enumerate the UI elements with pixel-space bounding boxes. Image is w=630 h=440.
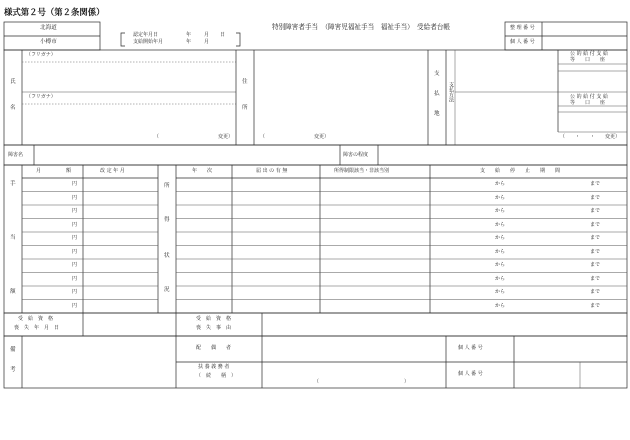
income-report-field[interactable]: [233, 274, 319, 286]
pay-start-label: 支給開始年月: [133, 39, 164, 45]
yen-unit: 円: [72, 181, 78, 188]
suspension-to: まで: [590, 208, 601, 215]
income-side-4: 況: [164, 287, 170, 293]
income-year-field[interactable]: [177, 260, 231, 272]
suspension-from: から: [495, 181, 506, 188]
city-label: 小樽市: [40, 39, 57, 45]
public-account-2a: 公 的 給 付 支 給: [570, 94, 608, 100]
suspension-to: まで: [590, 275, 601, 282]
payment-label-1: 支: [434, 71, 440, 77]
income-limit-field[interactable]: [321, 301, 429, 313]
disability-name-field[interactable]: [35, 146, 339, 164]
suspension-from: から: [495, 194, 506, 201]
name-label-1: 氏: [10, 79, 16, 85]
address-change-label: 変更）: [314, 134, 330, 140]
qualify-label-2: 喪 失 年 月 日: [14, 325, 60, 331]
allowance-month-field[interactable]: [23, 247, 67, 259]
revision-date-field[interactable]: [84, 247, 157, 259]
allowance-month-field[interactable]: [23, 179, 67, 191]
table-row: [0, 273, 630, 287]
supporter-field[interactable]: [263, 363, 445, 387]
ref-number-label: 整 理 番 号: [510, 25, 535, 31]
remarks-field[interactable]: [23, 337, 175, 387]
income-year-field[interactable]: [177, 193, 231, 205]
table-row: [0, 286, 630, 300]
yen-unit: 円: [72, 248, 78, 255]
supporter-personal-number-label: 個 人 番 号: [458, 371, 483, 377]
allowance-month-field[interactable]: [23, 193, 67, 205]
allowance-month-field[interactable]: [23, 260, 67, 272]
income-col-report: 届 出 の 有 無: [256, 168, 288, 174]
suspension-from: から: [495, 221, 506, 228]
income-col-limit: 所得制限該当・非該当別: [334, 168, 390, 174]
name-change-label: 変更）: [218, 134, 234, 140]
revision-date-field[interactable]: [84, 206, 157, 218]
income-limit-field[interactable]: [321, 247, 429, 259]
main-title: 特別障害者手当 （障害児福祉手当 福祉手当） 受給者台帳: [272, 23, 451, 31]
suspension-from: から: [495, 208, 506, 215]
suspension-to: まで: [590, 194, 601, 201]
income-report-field[interactable]: [233, 301, 319, 313]
reason-field[interactable]: [263, 314, 626, 335]
income-year-field[interactable]: [177, 233, 231, 245]
pay-month: 月: [204, 39, 210, 45]
furigana-label-1: （フリガナ）: [26, 52, 56, 58]
income-limit-field[interactable]: [321, 274, 429, 286]
suspension-from: から: [495, 289, 506, 296]
payment-label-3: 地: [434, 111, 440, 117]
form-title: 様式第２号（第２条関係）: [4, 7, 105, 17]
spouse-field[interactable]: [263, 337, 445, 361]
table-row: [0, 192, 630, 206]
supporter-paren-open: （: [314, 379, 320, 385]
cert-day: 日: [220, 32, 226, 38]
name-change-open: （: [154, 134, 160, 140]
allowance-side-1: 手: [10, 181, 16, 187]
allowance-side-3: 額: [10, 289, 16, 295]
income-limit-field[interactable]: [321, 233, 429, 245]
suspension-to: まで: [590, 221, 601, 228]
income-side-1: 所: [164, 183, 170, 189]
ref-number-field[interactable]: [543, 23, 626, 35]
yen-unit: 円: [72, 302, 78, 309]
disability-name-label: 障害名: [8, 152, 24, 158]
spouse-personal-number-field[interactable]: [515, 337, 626, 361]
income-limit-field[interactable]: [321, 220, 429, 232]
cert-year: 年: [186, 32, 192, 38]
suspension-from: から: [495, 235, 506, 242]
yen-unit: 円: [72, 208, 78, 215]
address-change-open: （: [260, 134, 266, 140]
payment-field-1[interactable]: [456, 52, 556, 90]
prefecture-label: 北海道: [40, 25, 57, 31]
income-year-field[interactable]: [177, 274, 231, 286]
revision-date-field[interactable]: [84, 260, 157, 272]
income-year-field[interactable]: [177, 287, 231, 299]
suspension-to: まで: [590, 235, 601, 242]
income-limit-field[interactable]: [321, 206, 429, 218]
allowance-month-field[interactable]: [23, 206, 67, 218]
name-label-2: 名: [10, 105, 16, 111]
allowance-side-2: 当: [10, 235, 16, 241]
table-row: [0, 232, 630, 246]
allowance-col-revision: 改 定 年 月: [100, 168, 125, 174]
public-account-2b: 等 口 座: [570, 100, 606, 106]
revision-date-field[interactable]: [84, 193, 157, 205]
allowance-month-field[interactable]: [23, 301, 67, 313]
revision-date-field[interactable]: [84, 301, 157, 313]
revision-date-field[interactable]: [84, 179, 157, 191]
allowance-col-amount: 額: [66, 168, 72, 174]
payment-label-2: 払: [434, 91, 440, 97]
public-account-1a: 公 的 給 付 支 給: [570, 51, 608, 57]
disability-degree-label: 障害の程度: [343, 152, 369, 158]
income-report-field[interactable]: [233, 233, 319, 245]
suspension-from: から: [495, 262, 506, 269]
table-row: [0, 300, 630, 314]
income-report-field[interactable]: [233, 287, 319, 299]
suspension-to: まで: [590, 262, 601, 269]
supporter-label-1: 扶 養 義 務 者: [198, 364, 230, 370]
revision-date-field[interactable]: [84, 274, 157, 286]
income-year-field[interactable]: [177, 247, 231, 259]
income-year-field[interactable]: [177, 179, 231, 191]
supporter-paren-close: ）: [404, 379, 410, 385]
table-row: [0, 178, 630, 192]
income-limit-field[interactable]: [321, 179, 429, 191]
suspension-from: から: [495, 248, 506, 255]
allowance-col-month: 月: [36, 168, 42, 174]
table-row: [0, 259, 630, 273]
furigana-label-2: （フリガナ）: [26, 94, 56, 100]
supporter-label-2: （ 続 柄 ）: [196, 373, 237, 379]
income-limit-field[interactable]: [321, 193, 429, 205]
yen-unit: 円: [72, 235, 78, 242]
suspension-to: まで: [590, 289, 601, 296]
suspension-to: まで: [590, 248, 601, 255]
address-field[interactable]: [255, 52, 427, 130]
table-row: [0, 246, 630, 260]
supporter-personal-number-field[interactable]: [515, 363, 579, 387]
yen-unit: 円: [72, 262, 78, 269]
qualify-date-field[interactable]: [84, 314, 175, 335]
allowance-month-field[interactable]: [23, 233, 67, 245]
table-row: [0, 219, 630, 233]
income-year-field[interactable]: [177, 206, 231, 218]
income-report-field[interactable]: [233, 179, 319, 191]
reason-label-1: 受 給 資 格: [196, 316, 232, 322]
qualify-label-1: 受 給 資 格: [18, 316, 54, 322]
income-report-field[interactable]: [233, 220, 319, 232]
income-report-field[interactable]: [233, 260, 319, 272]
spouse-label: 配 偶 者: [196, 345, 232, 351]
table-row: [0, 205, 630, 219]
suspension-to: まで: [590, 181, 601, 188]
revision-date-field[interactable]: [84, 287, 157, 299]
disability-degree-field[interactable]: [379, 146, 626, 164]
revision-date-field[interactable]: [84, 233, 157, 245]
remarks-label-2: 考: [10, 367, 16, 373]
yen-unit: 円: [72, 289, 78, 296]
payment-field-2[interactable]: [456, 94, 556, 143]
income-limit-field[interactable]: [321, 260, 429, 272]
suspension-from: から: [495, 302, 506, 309]
suspension-from: から: [495, 275, 506, 282]
income-year-field[interactable]: [177, 220, 231, 232]
income-col-year: 年 次: [192, 168, 213, 174]
pay-year: 年: [186, 39, 192, 45]
income-year-field[interactable]: [177, 301, 231, 313]
yen-unit: 円: [72, 194, 78, 201]
suspension-header: 支 給 停 止 期 間: [480, 168, 561, 174]
revision-date-field[interactable]: [84, 220, 157, 232]
income-side-2: 得: [164, 217, 170, 223]
name-field[interactable]: [23, 63, 235, 91]
spouse-personal-number-label: 個 人 番 号: [458, 345, 483, 351]
cert-date-label: 認定年月日: [133, 32, 159, 38]
address-label-1: 住: [242, 79, 248, 85]
yen-unit: 円: [72, 221, 78, 228]
remarks-label-1: 備: [10, 347, 16, 353]
allowance-month-field[interactable]: [23, 274, 67, 286]
account-date-change: （ ・ ・ 変更）: [560, 134, 621, 140]
reason-label-2: 喪 失 事 由: [196, 325, 232, 331]
allowance-month-field[interactable]: [23, 220, 67, 232]
personal-number-field[interactable]: [543, 37, 626, 49]
payment-method-label: 支払方法: [448, 82, 454, 102]
income-report-field[interactable]: [233, 247, 319, 259]
public-account-1b: 等 口 座: [570, 57, 606, 63]
income-report-field[interactable]: [233, 193, 319, 205]
yen-unit: 円: [72, 275, 78, 282]
address-label-2: 所: [242, 105, 248, 111]
suspension-to: まで: [590, 302, 601, 309]
allowance-month-field[interactable]: [23, 287, 67, 299]
income-side-3: 状: [164, 253, 170, 259]
cert-month: 月: [204, 32, 210, 38]
personal-number-label: 個 人 番 号: [510, 39, 535, 45]
income-limit-field[interactable]: [321, 287, 429, 299]
income-report-field[interactable]: [233, 206, 319, 218]
